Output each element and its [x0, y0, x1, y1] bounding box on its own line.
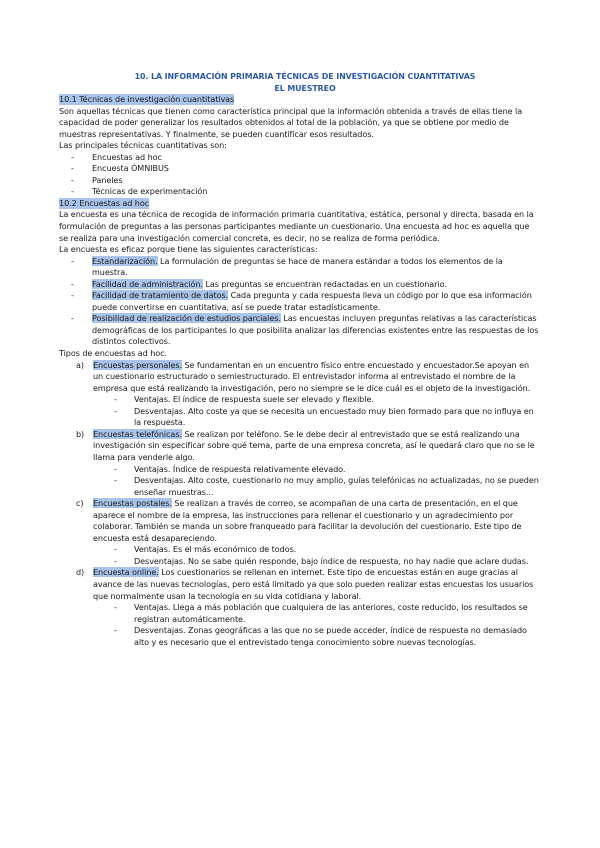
- feature-text: [92, 290, 539, 313]
- type-item: [59, 498, 539, 544]
- types-list: [59, 360, 539, 649]
- bullet-dash: -: [71, 174, 74, 185]
- type-item: [59, 360, 539, 395]
- type-description: Se fundamentan en un encuentro físico entre encuestado y encuestador.Se apoyan en un cuestionario estructurado o semiestructurado. El entrevistador informa al entrevistado el nombre de la empresa que está realizando la investigación, pero no siempre se le dice cuál es el objeto de la investigación.: [93, 359, 531, 393]
- disadvantages-text: Desventajas. Alto coste ya que se necesita un encuestado muy bien formado para que no influya en la respuesta.: [134, 405, 534, 428]
- disadvantages-text: Desventajas. No se sabe quién responde, bajo índice de respuesta, no hay nadie que aclare dudas.: [134, 555, 529, 566]
- feature-item: [59, 279, 539, 291]
- bullet-dash: -: [114, 602, 117, 613]
- list-item-text: Técnicas de experimentación: [92, 186, 208, 197]
- title-line-1: 10. LA INFORMACIÓN PRIMARIA TÉCNICAS DE INVESTIGACIÓN CUANTITATIVAS: [134, 72, 476, 81]
- list-item-text: Paneles: [92, 174, 123, 185]
- bullet-dash: -: [114, 544, 117, 555]
- type-description: Los cuestionarios se rellenan en internet. Este tipo de encuestas están en auge gracias al avance de las nuevas tecnologías, pero está limitado ya que solo pueden realizar estas encuestas los usuarios que normalmente usan la tecnología en su vida cotidiana y laboral.: [93, 567, 534, 601]
- disadvantages-item: [59, 556, 539, 568]
- section-heading: [59, 94, 539, 106]
- feature-description: Las encuestas incluyen preguntas relativas a las características demográficas de los participantes lo que posibilita analizar las diferencias existentes entre las respuestas de los distintos colectivos.: [92, 313, 539, 347]
- feature-item: [59, 290, 539, 313]
- bullet-dash: -: [71, 186, 74, 197]
- advantages-item: [59, 464, 539, 476]
- technique-list: [59, 152, 539, 198]
- type-marker: a): [76, 359, 84, 370]
- list-item: [59, 186, 539, 198]
- advantages-text: Ventajas. Índice de respuesta relativamente elevado.: [134, 463, 346, 474]
- type-term: Encuestas postales.: [93, 498, 172, 509]
- section-heading: [59, 198, 539, 210]
- type-term: Encuestas telefónicas.: [93, 428, 182, 439]
- feature-text: [92, 256, 539, 279]
- features-intro: La encuesta es eficaz porque tiene las siguientes características:: [59, 244, 318, 255]
- disadvantages-text: Desventajas. Zonas geográficas a las que no se puede acceder, índice de respuesta no demasiado alto y es necesario que el entrevistado tenga conocimiento sobre nuevas tecnologías.: [134, 625, 527, 647]
- feature-description: Cada pregunta y cada respuesta lleva un código por lo que esa información puede convertirse en cuantitativa, así se puede tratar estadísticamente.: [92, 290, 532, 312]
- bullet-dash: -: [71, 163, 74, 174]
- feature-description: Las preguntas se encuentran redactadas en un cuestionario.: [202, 278, 447, 289]
- feature-term: Posibilidad de realización de estudios parciales.: [92, 313, 281, 324]
- section-heading-text: 10.2 Encuestas ad hoc: [59, 197, 150, 208]
- list-item: [59, 163, 539, 175]
- feature-term: Facilidad de tratamiento de datos.: [92, 290, 229, 301]
- feature-text: [92, 279, 539, 291]
- type-term: Encuestas personales.: [93, 359, 182, 370]
- section-heading-text: 10.1 Técnicas de investigación cuantitativas: [59, 94, 235, 104]
- type-text: [93, 567, 539, 602]
- types-intro: Tipos de encuestas ad hoc.: [59, 348, 168, 359]
- document-page: [59, 71, 539, 648]
- bullet-dash: -: [71, 255, 74, 266]
- document-title: [71, 71, 539, 94]
- bullet-dash: -: [71, 151, 74, 162]
- disadvantages-item: [59, 406, 539, 429]
- type-item: [59, 567, 539, 602]
- section-intro: Son aquellas técnicas que tienen como característica principal que la información obtenida a través de ellas tiene la capacidad de poder generalizar los resultados obtenidos al total de la población, ya que se obtiene por medio de muestras representativas. Y finalmente, se pueden cuantificar esos resultados.: [59, 105, 523, 139]
- bullet-dash: -: [71, 313, 74, 324]
- type-text: [93, 429, 539, 464]
- type-description: Se realizan a través de correo, se acompañan de una carta de presentación, en el que aparece el nombre de la empresa, las instrucciones para rellenar el cuestionario y un agradecimiento por colaborar. También se manda un sobre franqueado para facilitar la devolución del cuestionario. Este tipo de encuesta está desapareciendo.: [93, 498, 522, 543]
- bullet-dash: -: [71, 278, 74, 289]
- list-intro: Las principales técnicas cuantitativas son:: [59, 140, 227, 151]
- bullet-dash: -: [114, 475, 117, 486]
- type-item: [59, 429, 539, 464]
- bullet-dash: -: [114, 394, 117, 405]
- features-list: [59, 256, 539, 348]
- advantages-text: Ventajas. El índice de respuesta suele ser elevado y flexible.: [134, 394, 374, 405]
- disadvantages-item: [59, 475, 539, 498]
- advantages-text: Ventajas. Llega a más población que cualquiera de las anteriores, coste reducido, los resultados se registran automáticamente.: [134, 602, 528, 624]
- type-text: [93, 360, 539, 395]
- type-term: Encuesta online.: [93, 567, 159, 578]
- bullet-dash: -: [114, 625, 117, 636]
- feature-text: [92, 313, 539, 348]
- type-marker: c): [76, 498, 84, 509]
- type-marker: b): [76, 428, 85, 439]
- bullet-dash: -: [114, 463, 117, 474]
- list-item: [59, 175, 539, 187]
- feature-item: [59, 256, 539, 279]
- advantages-item: [59, 394, 539, 406]
- title-line-2: EL MUESTREO: [274, 83, 336, 93]
- advantages-item: [59, 602, 539, 625]
- list-item-text: Encuestas ad hoc: [92, 151, 162, 162]
- type-text: [93, 498, 539, 544]
- feature-term: Estandarización.: [92, 255, 158, 266]
- type-marker: d): [76, 567, 85, 578]
- section-intro: La encuesta es una técnica de recogida de información primaria cuantitativa, estática, personal y directa, basada en la formulación de preguntas a las personas participantes mediante un cuestionario. Una encuesta ad hoc es aquella que se realiza para una investigación comercial concreta, es decir, no se realiza de forma periódica.: [59, 209, 534, 243]
- disadvantages-text: Desventajas. Alto coste, cuestionario no muy amplio, guías telefónicas no actualizadas, no se pueden enseñar muestras...: [134, 475, 539, 497]
- advantages-text: Ventajas. Es el más económico de todos.: [134, 544, 297, 555]
- type-description: Se realizan por teléfono. Se le debe decir al entrevistado que se está realizando una investigación sin especificar sobre qué tema, parte de una empresa concreta, así le quedará claro que no se le llama para venderle algo.: [93, 428, 535, 462]
- list-item-text: Encuesta ÓMNIBUS: [92, 163, 169, 174]
- list-item: [59, 152, 539, 164]
- feature-term: Facilidad de administración.: [92, 278, 203, 289]
- feature-item: [59, 313, 539, 348]
- disadvantages-item: [59, 625, 539, 648]
- bullet-dash: -: [114, 405, 117, 416]
- bullet-dash: -: [71, 290, 74, 301]
- feature-description: La formulación de preguntas se hace de manera estándar a todos los elementos de la muestra.: [92, 255, 503, 278]
- advantages-item: [59, 544, 539, 556]
- bullet-dash: -: [114, 555, 117, 566]
